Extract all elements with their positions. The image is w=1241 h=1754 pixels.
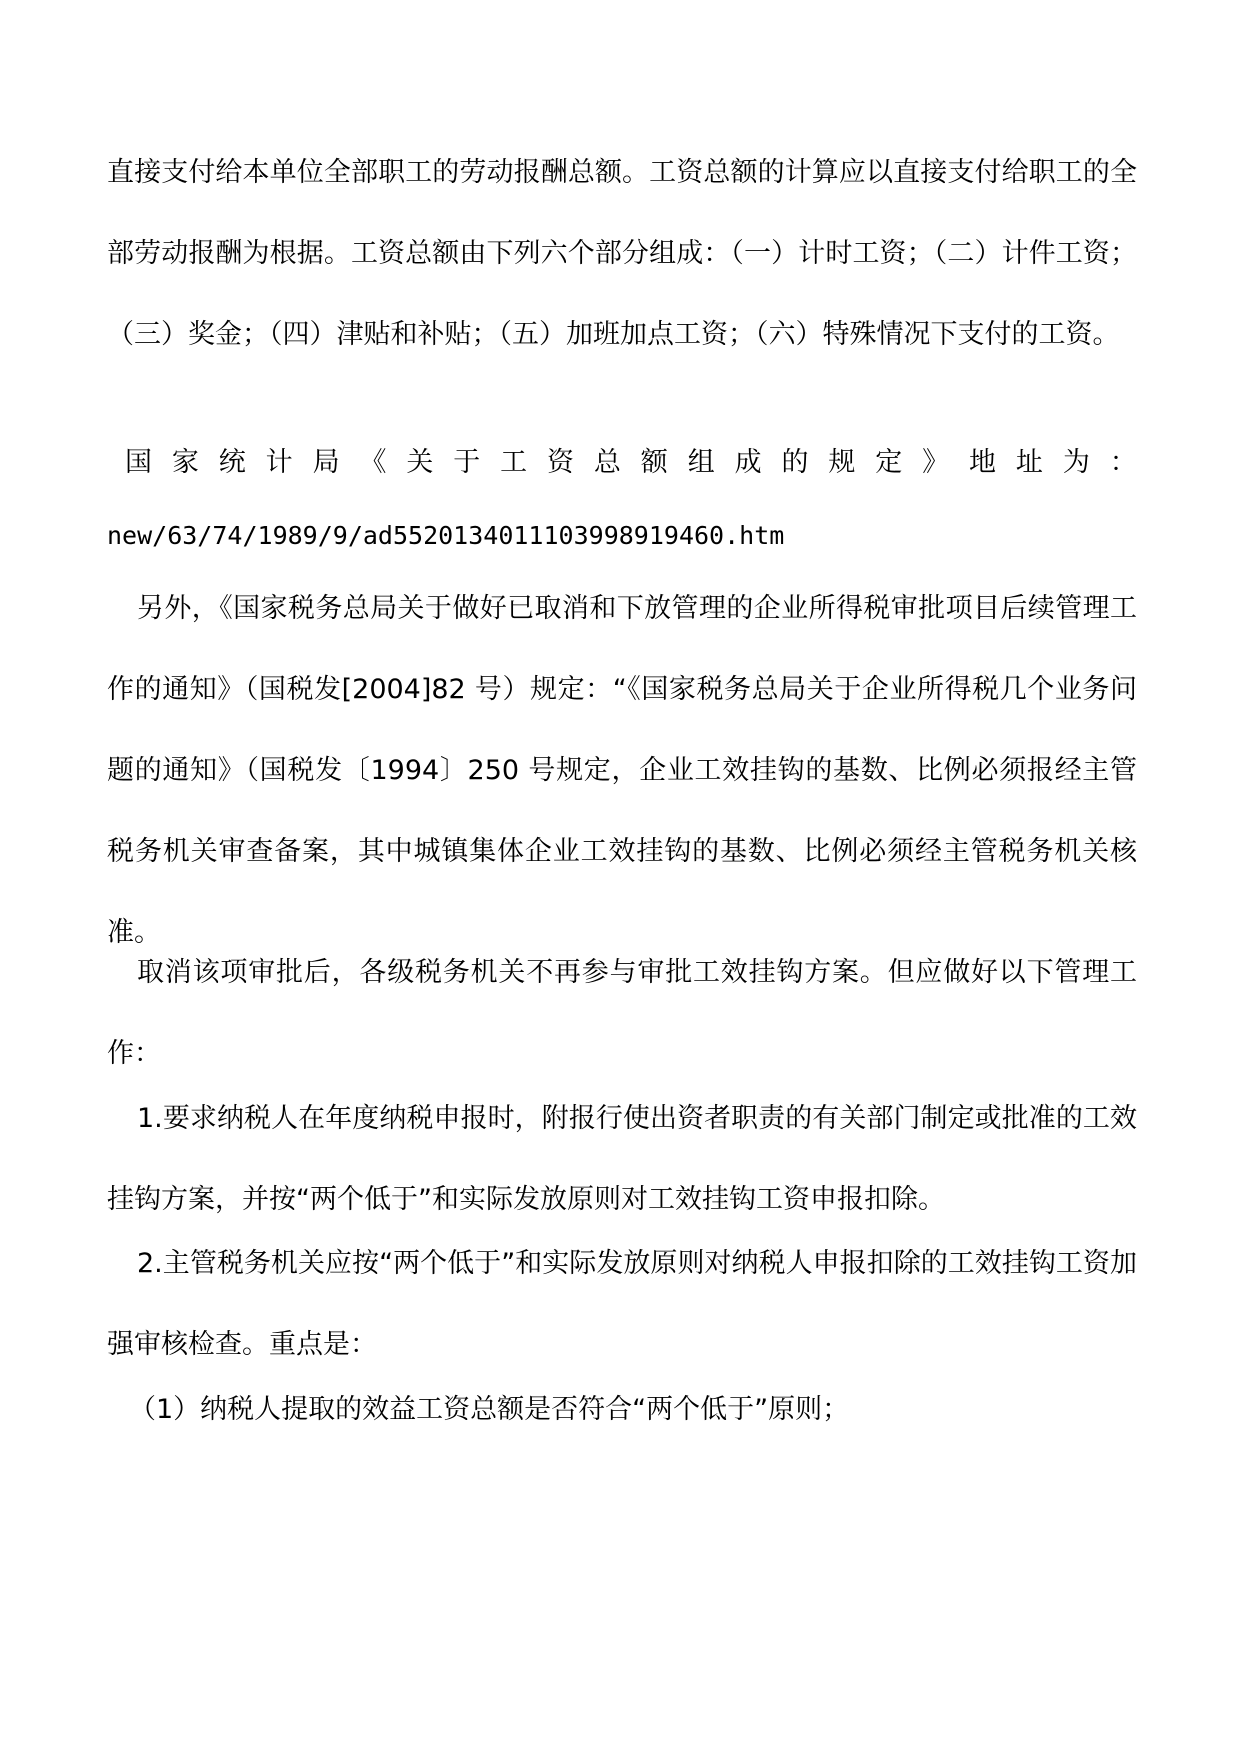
regulation-address-label-char: 址	[1015, 447, 1043, 478]
regulation-address-label-char: 总	[593, 447, 621, 478]
paragraph-cancel-approval: 取消该项审批后，各级税务机关不再参与审批工效挂钩方案。但应做好以下管理工作：	[107, 957, 1137, 1069]
regulation-address-label-char: 成	[734, 447, 762, 478]
regulation-address-label-char: 地	[969, 447, 997, 478]
regulation-address-label-char: 统	[218, 447, 246, 478]
paragraph-tax-notice: 另外，《国家税务总局关于做好已取消和下放管理的企业所得税审批项目后续管理工作的通知》（国税发[2004]82 号）规定：“《国家税务总局关于企业所得税几个业务问题的通知》（国税发〔1994〕250 号规定，企业工效挂钩的基数、比例必须报经主管税务机关审查备案，其中城镇集体企业工效挂钩的基数、比例必须经主管税务机关核准。	[107, 593, 1137, 948]
regulation-address-label-char: 《	[359, 447, 387, 478]
regulation-address-label-char: 》	[922, 447, 950, 478]
regulation-address-label-char: 工	[500, 447, 528, 478]
regulation-address-label-char: 计	[265, 447, 293, 478]
regulation-address-label-char: 规	[828, 447, 856, 478]
regulation-address-label-char: 资	[547, 447, 575, 478]
regulation-address-label-char: 于	[453, 447, 481, 478]
paragraph-regulation-address-label	[107, 422, 1137, 503]
regulation-address-label-char: 家	[171, 447, 199, 478]
regulation-address-label-char: 国	[125, 447, 152, 478]
paragraph-subitem-1: （1）纳税人提取的效益工资总额是否符合“两个低于”原则；	[129, 1394, 850, 1425]
paragraph-item-1: 1.要求纳税人在年度纳税申报时，附报行使出资者职责的有关部门制定或批准的工效挂钩方案，并按“两个低于”和实际发放原则对工效挂钩工资申报扣除。	[107, 1103, 1137, 1215]
paragraph-wage-composition: 直接支付给本单位全部职工的劳动报酬总额。工资总额的计算应以直接支付给职工的全部劳动报酬为根据。工资总额由下列六个部分组成：（一）计时工资；（二）计件工资；（三）奖金；（四）津贴和补贴；（五）加班加点工资；（六）特殊情况下支付的工资。	[107, 157, 1137, 350]
regulation-address-label-char: 的	[781, 447, 809, 478]
regulation-address-label-char: 关	[406, 447, 434, 478]
regulation-address-label-char: 额	[640, 447, 668, 478]
regulation-address-label-char: 定	[875, 447, 903, 478]
regulation-address-url: new/63/74/1989/9/ad5520134011103998919460.htm	[107, 521, 785, 550]
regulation-address-label-char: 为	[1062, 447, 1090, 478]
paragraph-item-2: 2.主管税务机关应按“两个低于”和实际发放原则对纳税人申报扣除的工效挂钩工资加强审核检查。重点是：	[107, 1248, 1137, 1360]
regulation-address-label-char: 组	[687, 447, 715, 478]
regulation-address-label-char: 局	[312, 447, 340, 478]
regulation-address-label-char: ：	[1109, 447, 1137, 478]
